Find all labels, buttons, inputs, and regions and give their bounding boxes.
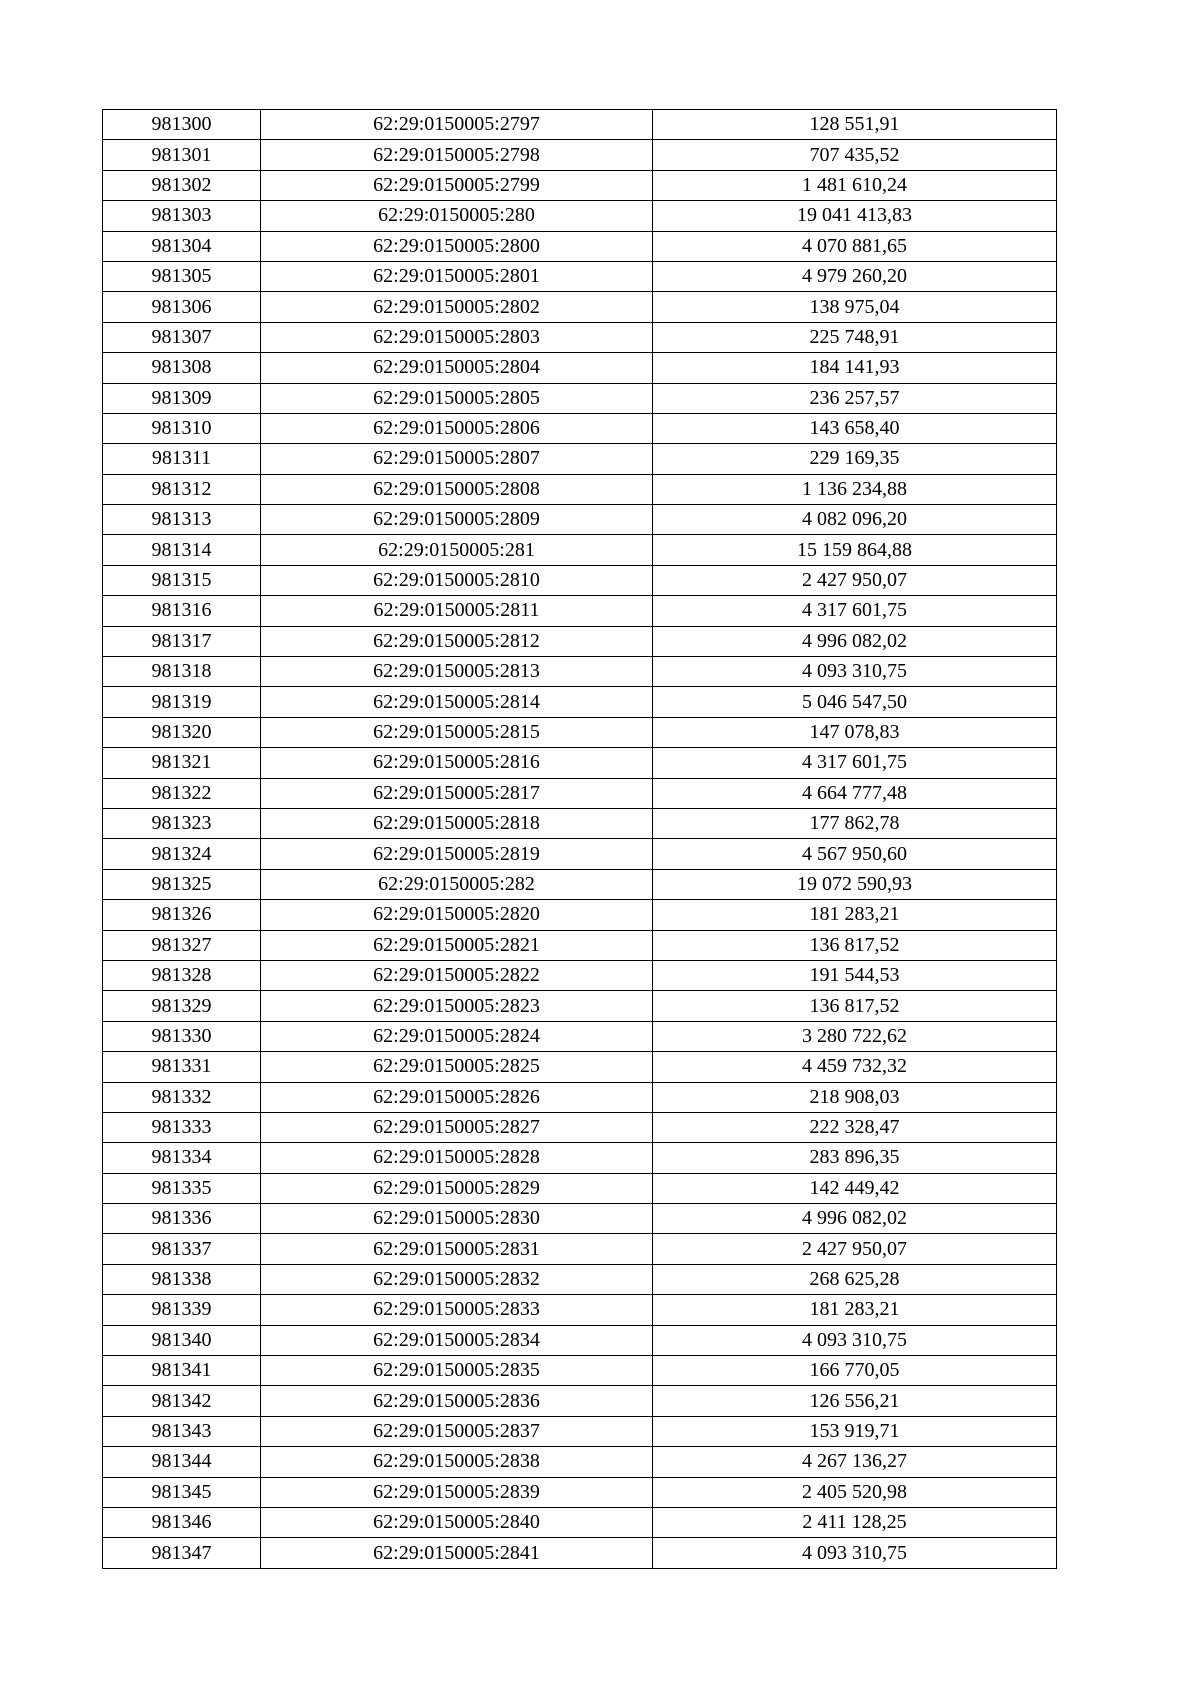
row-number-cell: 981329 [103,991,261,1021]
cadastral-value-cell: 225 748,91 [653,322,1057,352]
cadastral-value-cell: 4 093 310,75 [653,1325,1057,1355]
cadastral-value-cell: 184 141,93 [653,353,1057,383]
row-number-cell: 981314 [103,535,261,565]
cadastral-value-cell: 236 257,57 [653,383,1057,413]
cadastral-number-cell: 62:29:0150005:2809 [261,505,653,535]
table-row [103,1477,1057,1507]
table-row [103,1173,1057,1203]
cadastral-number-cell: 62:29:0150005:2814 [261,687,653,717]
table-row [103,1082,1057,1112]
cadastral-value-cell: 166 770,05 [653,1356,1057,1386]
row-number-cell: 981317 [103,626,261,656]
table-row [103,717,1057,747]
cadastral-value-cell: 128 551,91 [653,110,1057,140]
cadastral-number-cell: 62:29:0150005:2822 [261,960,653,990]
table-row [103,1234,1057,1264]
cadastral-value-cell: 229 169,35 [653,444,1057,474]
row-number-cell: 981305 [103,261,261,291]
row-number-cell: 981330 [103,1021,261,1051]
cadastral-value-cell: 4 070 881,65 [653,231,1057,261]
table-row [103,930,1057,960]
table-row [103,1325,1057,1355]
row-number-cell: 981309 [103,383,261,413]
table-row [103,1356,1057,1386]
row-number-cell: 981346 [103,1507,261,1537]
cadastral-number-cell: 62:29:0150005:2803 [261,322,653,352]
cadastral-number-cell: 62:29:0150005:2831 [261,1234,653,1264]
row-number-cell: 981347 [103,1538,261,1568]
table-row [103,444,1057,474]
table-row [103,626,1057,656]
cadastral-number-cell: 62:29:0150005:2841 [261,1538,653,1568]
row-number-cell: 981332 [103,1082,261,1112]
table-row [103,1447,1057,1477]
cadastral-number-cell: 62:29:0150005:2823 [261,991,653,1021]
table-row [103,1538,1057,1568]
cadastral-value-cell: 1 481 610,24 [653,170,1057,200]
cadastral-value-cell: 15 159 864,88 [653,535,1057,565]
table-row [103,839,1057,869]
cadastral-number-cell: 62:29:0150005:281 [261,535,653,565]
row-number-cell: 981323 [103,808,261,838]
cadastral-number-cell: 62:29:0150005:2820 [261,900,653,930]
row-number-cell: 981300 [103,110,261,140]
cadastral-value-cell: 138 975,04 [653,292,1057,322]
cadastral-number-cell: 62:29:0150005:2827 [261,1112,653,1142]
cadastral-number-cell: 62:29:0150005:2818 [261,808,653,838]
cadastral-value-cell: 147 078,83 [653,717,1057,747]
row-number-cell: 981318 [103,657,261,687]
table-row [103,1264,1057,1294]
cadastral-number-cell: 62:29:0150005:2826 [261,1082,653,1112]
cadastral-value-cell: 4 996 082,02 [653,1204,1057,1234]
cadastral-number-cell: 62:29:0150005:2797 [261,110,653,140]
cadastral-number-cell: 62:29:0150005:2832 [261,1264,653,1294]
cadastral-value-cell: 142 449,42 [653,1173,1057,1203]
table-row [103,1052,1057,1082]
cadastral-number-cell: 62:29:0150005:2817 [261,778,653,808]
table-row [103,778,1057,808]
cadastral-number-cell: 62:29:0150005:280 [261,201,653,231]
row-number-cell: 981311 [103,444,261,474]
cadastral-number-cell: 62:29:0150005:2810 [261,565,653,595]
table-row [103,596,1057,626]
cadastral-value-cell: 2 427 950,07 [653,565,1057,595]
table-row [103,201,1057,231]
cadastral-value-cell: 2 411 128,25 [653,1507,1057,1537]
cadastral-number-cell: 62:29:0150005:2825 [261,1052,653,1082]
row-number-cell: 981340 [103,1325,261,1355]
row-number-cell: 981336 [103,1204,261,1234]
cadastral-number-cell: 62:29:0150005:282 [261,869,653,899]
table-row [103,687,1057,717]
cadastral-number-cell: 62:29:0150005:2813 [261,657,653,687]
row-number-cell: 981320 [103,717,261,747]
cadastral-value-cell: 191 544,53 [653,960,1057,990]
cadastral-value-table [102,109,1057,1569]
row-number-cell: 981335 [103,1173,261,1203]
cadastral-number-cell: 62:29:0150005:2811 [261,596,653,626]
cadastral-number-cell: 62:29:0150005:2812 [261,626,653,656]
cadastral-value-cell: 268 625,28 [653,1264,1057,1294]
cadastral-number-cell: 62:29:0150005:2801 [261,261,653,291]
table-row [103,1507,1057,1537]
table-row [103,1295,1057,1325]
row-number-cell: 981312 [103,474,261,504]
cadastral-number-cell: 62:29:0150005:2838 [261,1447,653,1477]
row-number-cell: 981337 [103,1234,261,1264]
cadastral-number-cell: 62:29:0150005:2819 [261,839,653,869]
table-row [103,748,1057,778]
row-number-cell: 981313 [103,505,261,535]
row-number-cell: 981303 [103,201,261,231]
cadastral-value-cell: 4 082 096,20 [653,505,1057,535]
cadastral-number-cell: 62:29:0150005:2815 [261,717,653,747]
row-number-cell: 981343 [103,1416,261,1446]
table-row [103,565,1057,595]
row-number-cell: 981345 [103,1477,261,1507]
row-number-cell: 981308 [103,353,261,383]
cadastral-value-cell: 707 435,52 [653,140,1057,170]
table-row [103,1204,1057,1234]
cadastral-value-cell: 4 317 601,75 [653,748,1057,778]
row-number-cell: 981338 [103,1264,261,1294]
cadastral-number-cell: 62:29:0150005:2830 [261,1204,653,1234]
table-row [103,413,1057,443]
row-number-cell: 981339 [103,1295,261,1325]
table-row [103,261,1057,291]
cadastral-number-cell: 62:29:0150005:2808 [261,474,653,504]
table-row [103,383,1057,413]
cadastral-number-cell: 62:29:0150005:2800 [261,231,653,261]
cadastral-value-cell: 5 046 547,50 [653,687,1057,717]
cadastral-number-cell: 62:29:0150005:2840 [261,1507,653,1537]
table-row [103,505,1057,535]
row-number-cell: 981326 [103,900,261,930]
table-row [103,991,1057,1021]
cadastral-number-cell: 62:29:0150005:2828 [261,1143,653,1173]
cadastral-value-cell: 136 817,52 [653,991,1057,1021]
table-row [103,292,1057,322]
table-row [103,960,1057,990]
cadastral-value-cell: 4 664 777,48 [653,778,1057,808]
row-number-cell: 981302 [103,170,261,200]
table-row [103,808,1057,838]
cadastral-value-cell: 181 283,21 [653,1295,1057,1325]
row-number-cell: 981301 [103,140,261,170]
cadastral-number-cell: 62:29:0150005:2805 [261,383,653,413]
cadastral-value-cell: 4 979 260,20 [653,261,1057,291]
table-row [103,1416,1057,1446]
cadastral-number-cell: 62:29:0150005:2824 [261,1021,653,1051]
cadastral-number-cell: 62:29:0150005:2833 [261,1295,653,1325]
cadastral-number-cell: 62:29:0150005:2837 [261,1416,653,1446]
row-number-cell: 981307 [103,322,261,352]
row-number-cell: 981331 [103,1052,261,1082]
row-number-cell: 981328 [103,960,261,990]
cadastral-value-cell: 143 658,40 [653,413,1057,443]
cadastral-number-cell: 62:29:0150005:2806 [261,413,653,443]
row-number-cell: 981342 [103,1386,261,1416]
table-row [103,322,1057,352]
row-number-cell: 981315 [103,565,261,595]
row-number-cell: 981319 [103,687,261,717]
cadastral-value-cell: 4 267 136,27 [653,1447,1057,1477]
row-number-cell: 981327 [103,930,261,960]
cadastral-value-cell: 4 093 310,75 [653,657,1057,687]
table-row [103,140,1057,170]
cadastral-value-cell: 19 041 413,83 [653,201,1057,231]
cadastral-value-cell: 2 427 950,07 [653,1234,1057,1264]
cadastral-number-cell: 62:29:0150005:2802 [261,292,653,322]
table-row [103,1021,1057,1051]
cadastral-value-cell: 181 283,21 [653,900,1057,930]
row-number-cell: 981316 [103,596,261,626]
row-number-cell: 981344 [103,1447,261,1477]
row-number-cell: 981322 [103,778,261,808]
cadastral-value-cell: 3 280 722,62 [653,1021,1057,1051]
cadastral-value-cell: 1 136 234,88 [653,474,1057,504]
cadastral-number-cell: 62:29:0150005:2835 [261,1356,653,1386]
cadastral-value-cell: 222 328,47 [653,1112,1057,1142]
row-number-cell: 981324 [103,839,261,869]
table-row [103,1112,1057,1142]
cadastral-value-cell: 136 817,52 [653,930,1057,960]
cadastral-number-cell: 62:29:0150005:2799 [261,170,653,200]
row-number-cell: 981333 [103,1112,261,1142]
table-row [103,353,1057,383]
cadastral-value-cell: 4 093 310,75 [653,1538,1057,1568]
row-number-cell: 981325 [103,869,261,899]
cadastral-number-cell: 62:29:0150005:2839 [261,1477,653,1507]
cadastral-value-cell: 4 317 601,75 [653,596,1057,626]
table-row [103,1386,1057,1416]
row-number-cell: 981306 [103,292,261,322]
table-body [103,110,1057,1569]
row-number-cell: 981341 [103,1356,261,1386]
cadastral-number-cell: 62:29:0150005:2807 [261,444,653,474]
cadastral-number-cell: 62:29:0150005:2836 [261,1386,653,1416]
row-number-cell: 981334 [103,1143,261,1173]
table-row [103,1143,1057,1173]
table-row [103,110,1057,140]
table-row [103,869,1057,899]
cadastral-number-cell: 62:29:0150005:2804 [261,353,653,383]
table-row [103,474,1057,504]
table-row [103,170,1057,200]
cadastral-number-cell: 62:29:0150005:2829 [261,1173,653,1203]
table-row [103,657,1057,687]
cadastral-value-cell: 126 556,21 [653,1386,1057,1416]
cadastral-value-cell: 4 459 732,32 [653,1052,1057,1082]
row-number-cell: 981321 [103,748,261,778]
cadastral-number-cell: 62:29:0150005:2834 [261,1325,653,1355]
cadastral-value-cell: 218 908,03 [653,1082,1057,1112]
cadastral-value-cell: 177 862,78 [653,808,1057,838]
cadastral-value-cell: 4 996 082,02 [653,626,1057,656]
cadastral-number-cell: 62:29:0150005:2798 [261,140,653,170]
cadastral-value-cell: 4 567 950,60 [653,839,1057,869]
cadastral-number-cell: 62:29:0150005:2816 [261,748,653,778]
table-row [103,535,1057,565]
row-number-cell: 981304 [103,231,261,261]
table-row [103,231,1057,261]
cadastral-value-cell: 2 405 520,98 [653,1477,1057,1507]
cadastral-value-cell: 283 896,35 [653,1143,1057,1173]
cadastral-value-cell: 19 072 590,93 [653,869,1057,899]
row-number-cell: 981310 [103,413,261,443]
cadastral-value-cell: 153 919,71 [653,1416,1057,1446]
cadastral-number-cell: 62:29:0150005:2821 [261,930,653,960]
table-row [103,900,1057,930]
